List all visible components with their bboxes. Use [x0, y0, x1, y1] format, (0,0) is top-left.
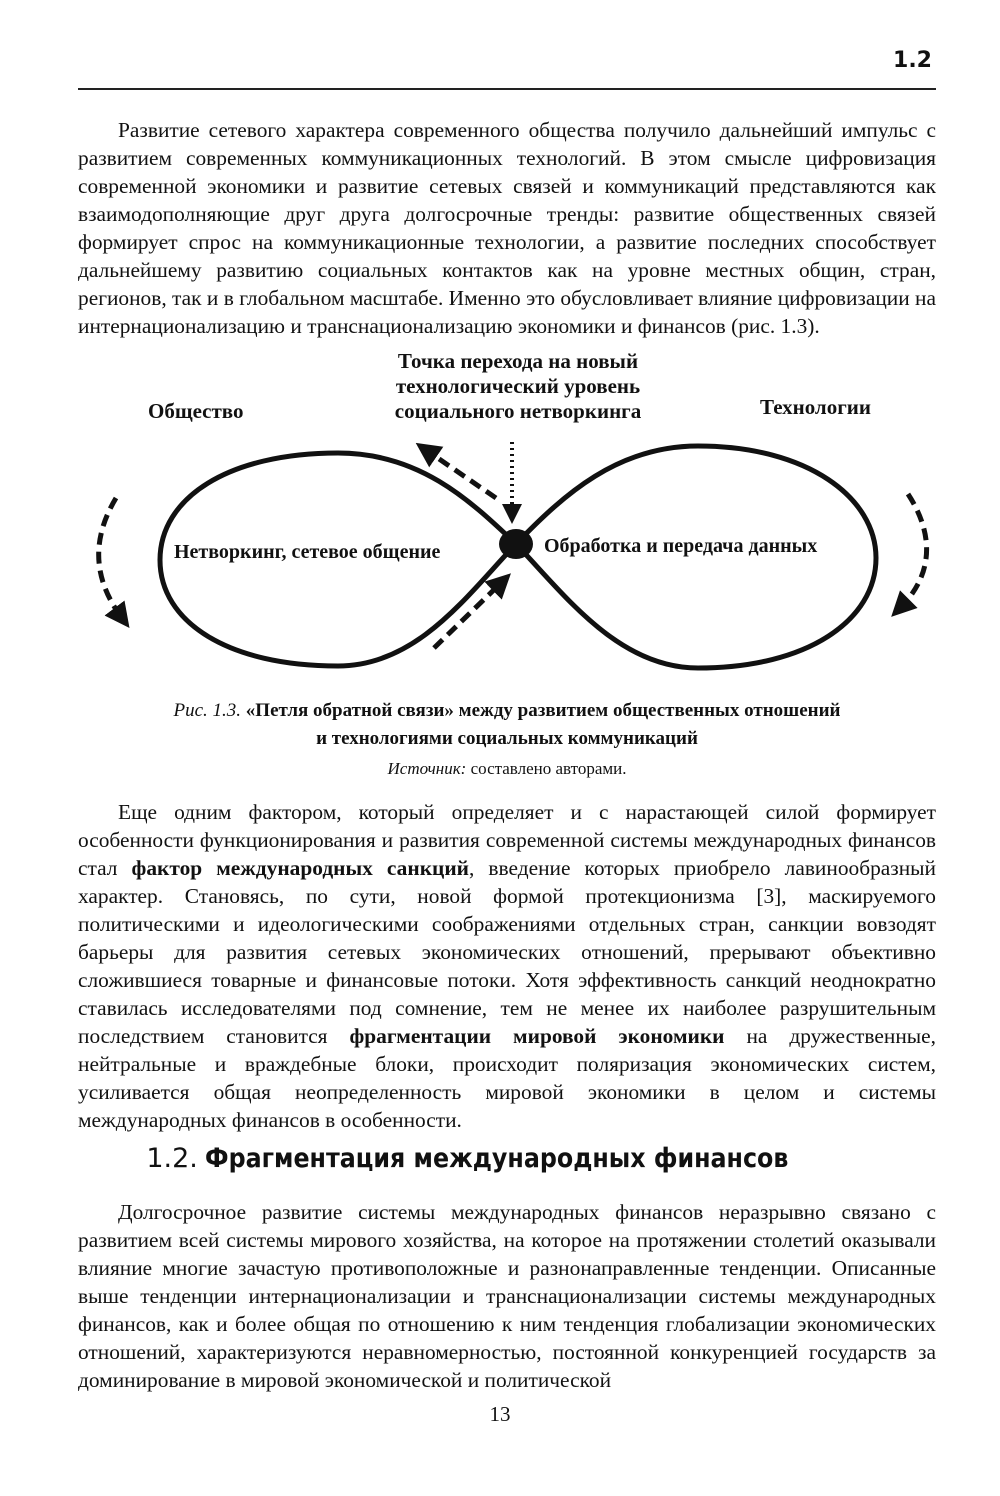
transition-point-dot	[499, 529, 533, 559]
running-header-section-number: 1.2	[893, 48, 932, 73]
paragraph-2-part1: Еще одним фактором, который определяет и с нарастающей силой формирует особенности функционирования и развития современной системы международных финансов стал	[78, 800, 936, 880]
figure-caption-text-1: «Петля обратной связи» между развитием общественных отношений	[245, 700, 841, 721]
paragraph-1: Развитие сетевого характера современного общества получило дальнейший импульс с развитием современных коммуникационных технологий. В этом смысле цифровизация современной экономики и развитие сетевых связей и коммуникаций представляются как взаимодополняющие друг друга долгосрочные тренды: развитие общественных связей формирует спрос на коммуникационные технологии, а развитие последних способствует дальнейшему развитию социальных контактов как на уровне местных общин, стран, регионов, так и в глобальном масштабе. Именно это обусловливает влияние цифровизации на интернационализацию и транснационализацию экономики и финансов (рис. 1.3).	[78, 118, 936, 338]
figure-source-text: составлено авторами.	[470, 759, 627, 778]
figure-top-label-line1: Точка перехода на новый	[397, 349, 639, 373]
section-heading-title: Фрагментация международных финансов	[204, 1143, 789, 1174]
paragraph-2-bold-fragmentation: фрагментации мировой экономики	[349, 1024, 725, 1048]
infinity-loop-diagram	[78, 338, 936, 698]
dashed-arrow-up-left	[426, 450, 496, 498]
figure-source	[78, 756, 936, 782]
figure-right-title: Технологии	[760, 395, 871, 419]
figure-feedback-loop	[78, 338, 936, 698]
figure-source-label: Источник:	[387, 759, 467, 778]
header-rule	[78, 88, 936, 90]
section-heading-number: 1.2.	[146, 1143, 198, 1174]
right-rotation-arrow	[900, 494, 927, 608]
page-number: 13	[489, 1402, 511, 1426]
paragraph-2-bold-sanctions: фактор международных санкций	[131, 856, 470, 880]
section-heading	[78, 1142, 936, 1175]
figure-top-label-line2: технологический уровень	[395, 374, 641, 398]
paragraph-2	[78, 798, 936, 1134]
figure-top-label-line3: социального нетворкинга	[394, 399, 642, 423]
dashed-arrow-up-right	[434, 582, 502, 648]
figure-right-loop-text: Обработка и передача данных	[544, 535, 818, 557]
figure-left-loop-text: Нетворкинг, сетевое общение	[174, 541, 441, 563]
figure-caption-line1	[78, 698, 936, 724]
paragraph-2-part2: , введение которых приобрело лавинообразный характер. Становясь, по сути, новой формой протекционизма [3], маскируемого политическими и идеологическими соображениями отдельных стран, санкции вовзодят барьеры для развития сетевых экономических отношений, прерывают объективно сложившиеся товарные и финансовые потоки. Хотя эффективность санкций неоднократно ставилась исследователями под сомнение, тем не менее их наиболее разрушительным последствием становится	[78, 856, 936, 1048]
figure-caption-prefix: Рис. 1.3.	[173, 700, 242, 721]
figure-caption-line2: и технологиями социальных коммуникаций	[316, 728, 698, 749]
left-rotation-arrow	[99, 498, 122, 618]
paragraph-2-part3: на дружественные, нейтральные и враждебные блоки, происходит поляризация экономических систем, усиливается общая неопределенность мировой экономики в целом и системы международных финансов в особенности.	[78, 1024, 936, 1132]
paragraph-3: Долгосрочное развитие системы международных финансов неразрывно связано с развитием всей системы мирового хозяйства, на которое на протяжении столетий оказывали влияние многие зачастую противоположные и разнонаправленные тенденции. Описанные выше тенденции интернационализации и транснационализации системы международных финансов, как и более общая по отношению к ним тенденция глобализации экономических отношений, характеризуются неравномерностью, постоянной конкуренцией государств за доминирование в мировой экономической и политической	[78, 1200, 936, 1392]
figure-left-title: Общество	[148, 399, 244, 423]
